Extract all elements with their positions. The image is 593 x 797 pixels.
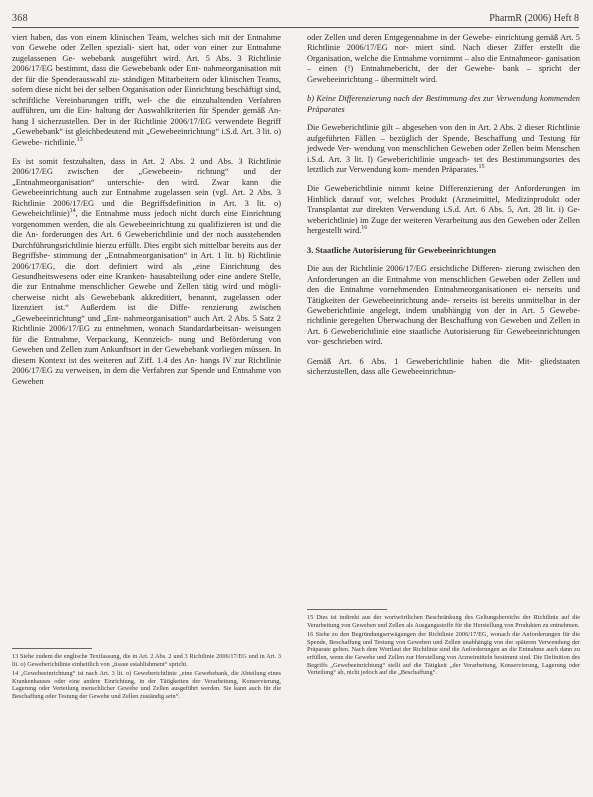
footnote-ref: 14 <box>69 208 76 215</box>
paragraph-text: , die Entnahme muss jedoch nicht durch eine Einrichtung vorgenommen werden, die als Gewebeeinrichtung zu qualifizieren ist und die die An- forderungen des Art. 6 Geweberichtlinie und der noch ausstehenden Durchführungsrichtlinie hierzu erfüllt. Dies ergibt sich mittelbar bereits aus der Begriffsbe- stimmung der „Entnahmeorganisation“ in Art. 1 lit. b) Richtlinie 2006/17/EG, die dort definiert wird als „eine Einrichtung des Gesundheitswesens oder eine Kranken- hausabteilung oder eine andere Stelle, die zur Entnahme menschlicher Gewebe und Zellen tätig wird und mögli- cherweise nicht als Gewebebank akkreditiert, benannt, zugelassen oder lizenziert ist.“ Außerdem ist die Diffe- renzierung zwischen „Gewebeeinrichtung“ und „Ent- nahmeorganisation“ auch Art. 2 Abs. 5 Satz 2 Richtlinie 2006/17/EG zu entnehmen, wonach Standardarbeitsan- weisungen für die Entnahme, Verpackung, Kennzeich- nung und Beförderung von Geweben und Zellen zum Ankunftsort in der Gewebebank vorliegen müssen. In diesem Kontext ist des weiteren auf Ziff. 1.4 des An- hangs IV zur Richtlinie 2006/17/EG zu verweisen, in dem die Verfahren zur Spende und Entnahme von Geweben <box>12 209 281 386</box>
footnote: 14 „Gewebeeinrichtung“ ist nach Art. 3 lit. o) Geweberichtlinie „eine Gewebebank, die Abteilung eines Krankenhauses oder eine andere Einrichtung, in der Tätigkeiten der Verarbeitung, Konservierung, Lagerung oder Verteilung menschlicher Gewebe und Zellen ausgeführt werden. Sie kann auch für die Beschaffung oder Testung der Gewebe und Zellen zuständig sein“. <box>12 670 281 700</box>
footnote-ref: 16 <box>361 225 368 232</box>
footnote-rule <box>307 609 387 610</box>
footnote: 15 Dies ist indirekt aus der wortwörtlichen Beschränkung des Geltungsbereichs der Richtlinie auf die Verarbeitung von Geweben und Zellen als Ausgangsstoffe für die Herstellung von Produkten zu entnehmen. <box>307 614 580 629</box>
left-column <box>12 33 281 396</box>
paragraph: Gemäß Art. 6 Abs. 1 Geweberichtlinie haben die Mit- gliedstaaten sicherzustellen, dass alle Gewebeeinrichtun- <box>307 356 580 377</box>
paragraph-text: Die Geweberichtlinie nimmt keine Differenzierung der Anforderungen im Hinblick darauf vor, welches Produkt (Arzneimittel, Medizinprodukt oder Transplantat zur direkten Verwendung i.S.d. Art. 6 Abs. 5, Art. 28 lit. i) Ge- weberichtlinie) im Zuge der weiteren Verarbeitung aus den Geweben oder Zellen hergestellt wird. <box>307 184 580 236</box>
section-heading: 3. Staatliche Autorisierung für Gewebeeinrichtungen <box>307 245 496 255</box>
paragraph-text: Es ist somit festzuhalten, dass in Art. 2 Abs. 2 und Abs. 3 Richtlinie 2006/17/EG zwischen der „Gewebeein- richtung“ und der „Entnahmeorganisation“ unterschie- den wird. Zwar kann die Gewebeeinrichtung auch zur Entnahme zugelassen sein (vgl. Art. 2 Abs. 3 Richtlinie 2006/17/EG und die Begriffsdefinition in Art. 3 lit. o) Gewebeichtlinie) <box>12 156 281 219</box>
section-heading: b) Keine Differenzierung nach der Bestimmung des zur Verwendung kommenden Präparates <box>307 94 580 114</box>
page-number: 368 <box>12 13 28 24</box>
paragraph <box>12 33 281 148</box>
paragraph-text: viert haben, das von einem klinischen Team, welches sich mit der Entnahme von Gewebe oder Zellen speziali- siert hat, oder von einer zur Entnahme zugelassenen Ge- webebank ausgeführt wird. Art. 5 Abs. 3 Richtlinie 2006/17/EG bestimmt, dass die Gewebebank oder Ent- nahmeorganisation mit der für die Spenderauswahl zu- ständigen Mitarbeitern oder klinischen Teams, sofern diese nicht bei der selben Organisation oder Einrichtung beschäftigt sind, schriftliche Vereinbarungen trifft, wel- che die einzuhaltenden Verfahren aufführen, um die Ein- haltung der Auswahlkriterien für Spender gemäß An- hang I sicherzustellen. Der in der Richtlinie 2006/17/EG verwendete Begriff „Gewebebank“ ist gleichbedeutend mit „Gewebeeinrichtung“ i.S.d. Art. 3 lit. o) Gewebe- richtlinie. <box>12 33 281 147</box>
footnote-rule <box>12 648 92 649</box>
paragraph: Die aus der Richtlinie 2006/17/EG ersichtliche Differen- zierung zwischen den Anforderungen an die Entnahme von menschlichen Geweben oder Zellen und den die Entnahme vornehmenden Entnahmeorganisationen ei- nerseits und Tätigkeiten der Gewebeeinrichtung ande- rerseits ist bereits unmittelbar in der Geweberichtlinie angelegt, indem unabhängig von der in Art. 5 Gewebe- richtlinie geregelten Überwachung der Beschaffung von Geweben und Zellen in Art. 6 Geweberichtlinie eine staatliche Autorisierung für Gewebeeinrichtungen vor- geschrieben wird. <box>307 264 580 347</box>
footnote: 16 Siehe zu den Begründungserwägungen der Richtlinie 2006/17/EG, wonach die Anforderungen für die Spende, Beschaffung und Testung von Geweben und Zellen unabhängig von der späteren Verwendung der Präparate gelten. Nach dem Wortlaut der Richtlinie sind die Anforderungen an die Entnahme auch dann zu erfüllen, wenn die Gewebe und Zellen zur Herstellung von Arzneimitteln bestimmt sind. Die Definition des Begriffs „Gewebeeinrichtung“ stellt auf die Tätigkeit „der Verarbeitung, Konservierung, Lagerung oder Verteilung“ ab, nicht jedoch auf die „Beschaffung“. <box>307 631 580 677</box>
paragraph <box>12 157 281 387</box>
footnotes-right <box>307 607 580 679</box>
right-column <box>307 33 580 387</box>
header-rule <box>12 27 579 28</box>
footnote: 13 Siehe zudem die englische Textfassung, die in Art. 2 Abs. 2 und 3 Richtlinie 2006/17/EG und in Art. 3 lit. o) Geweberichtlinie einheitlich von „tissue establishment“ spricht. <box>12 653 281 668</box>
footnote-ref: 13 <box>76 136 83 143</box>
paragraph: oder Zellen und deren Entgegennahme in der Gewebe- einrichtung gemäß Art. 5 Richtlinie 2006/17/EG nor- miert sind. Nach dieser Ziffer erstellt die Organisation, welche die Entnahme vornimmt – also die Entnahmeor- ganisation – einen (!) Entnahmebericht, der der Gewebe- bank – spricht der Gewebeeinrichtung – übermittelt wird. <box>307 33 580 84</box>
paragraph <box>307 184 580 236</box>
journal-header: PharmR (2006) Heft 8 <box>489 13 579 24</box>
footnote-ref: 15 <box>478 164 485 171</box>
paragraph <box>307 123 580 175</box>
paragraph-text: Die Geweberichtlinie gilt – abgesehen von den in Art. 2 Abs. 2 dieser Richtlinie aufgeführten Fällen – bezüglich der Spende, Beschaffung und Testung für jedwede Ver- wendung von menschlichen Geweben oder Zellen beim Menschen i.S.d. Art. 3 lit. l) Geweberichtlinie ungeach- tet des Bestimmungsortes des letztlich zur Verwendung kom- menden Präparates. <box>307 123 580 174</box>
footnotes-left <box>12 646 281 703</box>
